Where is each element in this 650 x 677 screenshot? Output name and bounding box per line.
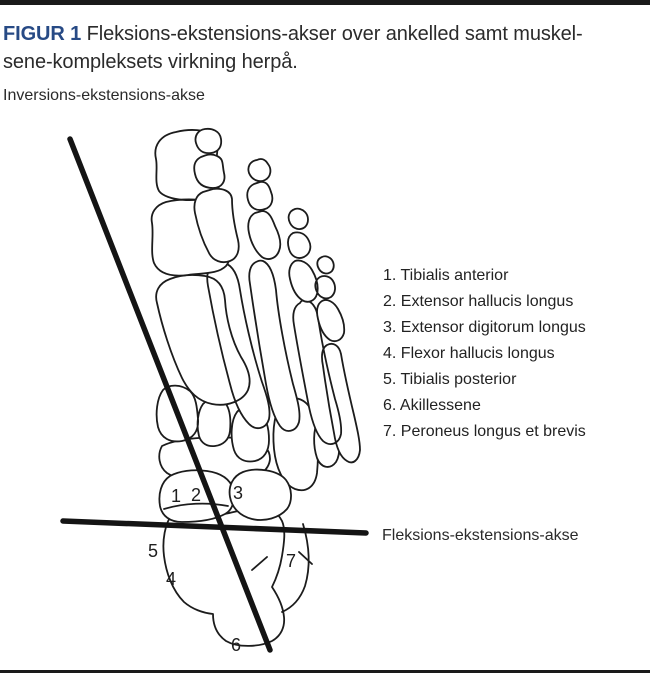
label-2-extensor-hallucis: 2 — [190, 485, 202, 505]
label-3-extensor-digitorum: 3 — [232, 483, 244, 503]
legend-item-7: 7. Peroneus longus et brevis — [383, 423, 586, 440]
legend-item-1: 1. Tibialis anterior — [383, 267, 509, 284]
flexion-axis-label: Fleksions-ekstensions-akse — [382, 527, 579, 544]
legend-item-4: 4. Flexor hallucis longus — [383, 345, 555, 362]
legend-item-3: 3. Extensor digitorum longus — [383, 319, 586, 336]
label-4-flexor-hallucis: 4 — [165, 569, 177, 589]
figure-number: FIGUR 1 — [3, 23, 82, 45]
bottom-rule — [0, 670, 650, 673]
legend-item-2: 2. Extensor hallucis longus — [383, 293, 574, 310]
label-5-tibialis-posterior: 5 — [147, 541, 159, 561]
legend-item-5: 5. Tibialis posterior — [383, 371, 517, 388]
figure-caption-text: Fleksions-ekstensions-akser over ankelled samt muskel-sene-kompleksets virkning herpå. — [3, 23, 583, 73]
label-1-tibialis-anterior: 1 — [170, 486, 182, 506]
tendon-legend — [383, 263, 586, 445]
legend-item-6: 6. Akillessene — [383, 397, 481, 414]
label-7-peroneus: 7 — [285, 551, 297, 571]
label-6-akillessene: 6 — [230, 635, 242, 655]
inversion-axis-label: Inversions-ekstensions-akse — [3, 87, 205, 104]
